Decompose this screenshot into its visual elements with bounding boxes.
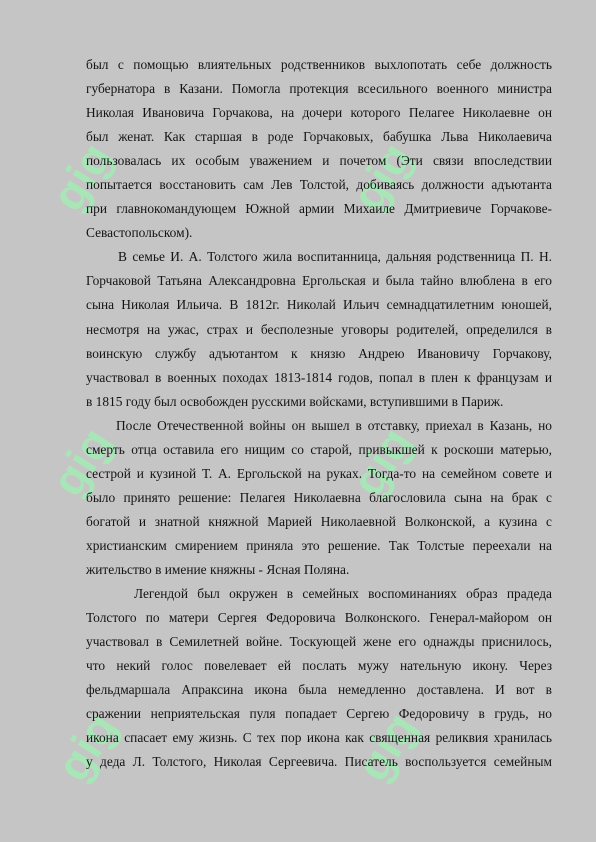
svg-text:gig: gig	[346, 703, 427, 790]
text-line: В семье И. А. Толстого жила воспитанница, дальняя родственница П. Н.	[118, 249, 552, 265]
text-line: был с помощью влиятельных родственников выхлопотать себе должность	[86, 57, 552, 72]
text-line: у деда Л. Толстого, Николая Сергеевича. Писатель воспользуется семейным	[86, 754, 552, 770]
text-line: фельдмаршала Апраксина икона была немедленно доставлена. И вот в	[86, 682, 552, 698]
text-line: Толстого по матери Сергея Федоровича Волконского. Генерал-майором он	[86, 610, 552, 626]
text-line: смерть отца оставила его нищим со старой, привыкшей к роскоши матерью,	[86, 441, 552, 457]
text-line: Горчаковой Татьяна Александровна Ергольская и была тайно влюблена в его	[86, 273, 552, 289]
svg-text:gig: gig	[341, 418, 422, 505]
text-line: несмотря на ужас, страх и бесполезные уговоры родителей, определился в	[86, 321, 552, 337]
text-line: Легендой был окружен в семейных воспоминаниях образ прадеда	[134, 586, 552, 602]
text-line: Севастопольском).	[86, 225, 193, 241]
text-line: После Отечественной войны он вышел в отставку, приехал в Казань, но	[116, 417, 552, 433]
text-line: участвовал в Семилетней войне. Тоскующей жене его однажды приснилось,	[86, 634, 552, 650]
text-line: в 1815 году был освобожден русскими войсками, вступившими в Париж.	[86, 393, 504, 409]
text-line: пользовалась их особым уважением и почетом (Эти связи впоследствии	[86, 153, 552, 169]
svg-text:gig: gig	[341, 133, 422, 220]
text-line: был женат. Как старшая в роде Горчаковых, бабушка Льва Николаевича	[86, 129, 552, 145]
text-line: сражении неприятельская пуля попадает Сергею Федоровичу в грудь, но	[86, 706, 552, 722]
text-line: сестрой и кузиной Т. А. Ергольской на руках. Тогда-то на семейном совете и	[86, 465, 552, 481]
svg-text:gig: gig	[46, 703, 127, 790]
text-line: попытается восстановить сам Лев Толстой, добиваясь должности адъютанта	[86, 177, 552, 193]
svg-text:gig: gig	[41, 418, 122, 505]
text-line: было принято решение: Пелагея Николаевна благословила сына на брак с	[86, 489, 552, 505]
body-text	[86, 53, 552, 774]
text-line: богатой и знатной княжной Марией Николаевной Волконской, а кузина с	[86, 513, 552, 529]
text-line: сына Николая Ильича. В 1812г. Николай Ильич семнадцатилетним юношей,	[86, 297, 552, 313]
text-line: христианским смирением приняла это решение. Так Толстые переехали на	[86, 537, 552, 553]
text-line: что некий голос повелевает ей послать мужу нательную икону. Через	[86, 658, 552, 674]
text-line: участвовал в военных походах 1813-1814 годов, попал в плен к французам и	[86, 369, 552, 385]
text-line: икона спасает ему жизнь. С тех пор икона как священная реликвия хранилась	[86, 730, 552, 746]
text-line: губернатора в Казани. Помогла протекция всесильного военного министра	[86, 81, 552, 97]
text-line: воинскую службу адъютантом к князю Андрею Ивановичу Горчакову,	[86, 345, 552, 361]
text-line: Николая Ивановича Горчакова, на дочери которого Пелагее Николаевне он	[86, 105, 552, 121]
svg-text:gig: gig	[41, 133, 122, 220]
text-line: при главнокомандующем Южной армии Михаиле Дмитриевиче Горчакове-	[86, 201, 552, 217]
text-line: жительство в имение княжны - Ясная Поляна.	[86, 561, 350, 577]
